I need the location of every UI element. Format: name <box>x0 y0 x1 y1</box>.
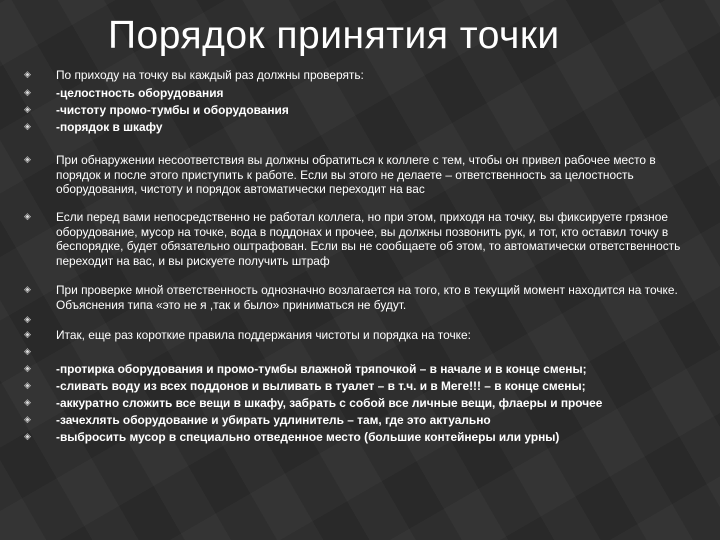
paragraph-text: При обнаружении несоответствия вы должны обратиться к коллеге с тем, чтобы он привел рабочее место в порядок и после этого приступить к работе. Если вы этого не делаете – ответственность за целостность оборудования, чистоту и порядок автоматически переходит на вас <box>56 153 656 197</box>
paragraph-text: Если перед вами непосредственно не работал коллега, но при этом, приходя на точку, вы фиксируете грязное оборудование, мусор на точке, вода в поддонах и прочее, вы должны позвонить рук, и тот, кто оставил точку в беспорядке, будет обязательно оштрафован. Если вы не сообщаете об этом, то автоматически ответственность переходит на вас, и вы рискуете получить штраф <box>56 210 681 268</box>
diamond-bullet-icon: ◈ <box>24 88 31 98</box>
paragraph-text: -выбросить мусор в специально отведенное место (большие контейнеры или урны) <box>56 430 560 444</box>
diamond-bullet-icon: ◈ <box>24 122 31 132</box>
paragraph-text: По приходу на точку вы каждый раз должны проверять: <box>56 68 364 82</box>
paragraph-text: -целостность оборудования <box>56 86 224 100</box>
diamond-bullet-icon: ◈ <box>24 432 31 442</box>
diamond-bullet-icon: ◈ <box>24 105 31 115</box>
paragraph-text: При проверке мной ответственность однозначно возлагается на того, кто в текущий момент находится на точке. Объяснения типа «это не я ,так и было» приниматься не будут. <box>56 283 678 312</box>
diamond-bullet-icon: ◈ <box>24 212 31 222</box>
paragraph-text: -чистоту промо-тумбы и оборудования <box>56 103 289 117</box>
paragraph-text: -сливать воду из всех поддонов и выливать в туалет – в т.ч. и в Меге!!! – в конце смены; <box>56 379 586 393</box>
diamond-bullet-icon: ◈ <box>24 381 31 391</box>
diamond-bullet-icon: ◈ <box>24 347 31 357</box>
diamond-bullet-icon: ◈ <box>24 70 31 80</box>
diamond-bullet-icon: ◈ <box>24 315 31 325</box>
diamond-bullet-icon: ◈ <box>24 415 31 425</box>
diamond-bullet-icon: ◈ <box>24 398 31 408</box>
diamond-bullet-icon: ◈ <box>24 364 31 374</box>
paragraph-text: -протирка оборудования и промо-тумбы влажной тряпочкой – в начале и в конце смены; <box>56 362 587 376</box>
slide-title: Порядок принятия точки <box>108 14 560 57</box>
diamond-bullet-icon: ◈ <box>24 330 31 340</box>
paragraph-text: -аккуратно сложить все вещи в шкафу, забрать с собой все личные вещи, флаеры и прочее <box>56 396 603 410</box>
diamond-bullet-icon: ◈ <box>24 155 31 165</box>
paragraph-text: -порядок в шкафу <box>56 120 163 134</box>
diamond-bullet-icon: ◈ <box>24 285 31 295</box>
paragraph-text: -зачехлять оборудование и убирать удлинитель – там, где это актуально <box>56 413 491 427</box>
paragraph-text: Итак, еще раз короткие правила поддержания чистоты и порядка на точке: <box>56 328 471 342</box>
